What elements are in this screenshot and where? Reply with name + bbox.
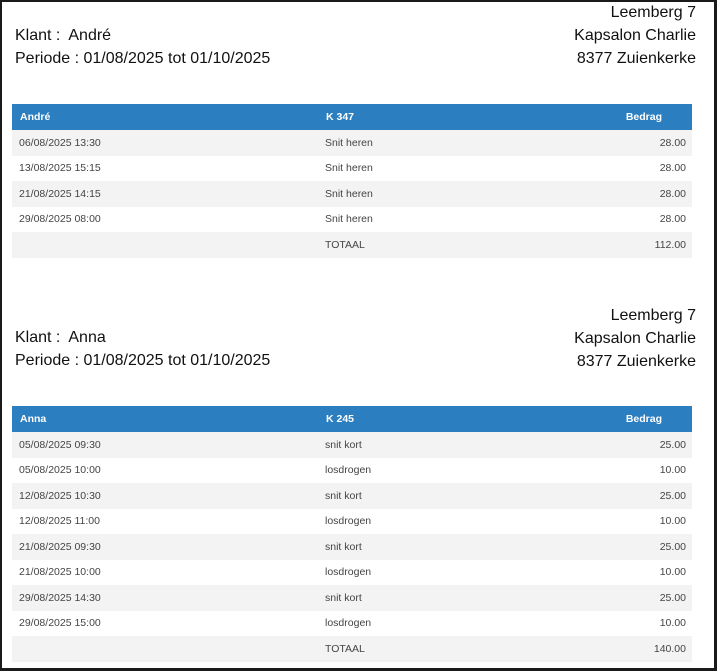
row-date: 05/08/2025 09:30 — [12, 432, 318, 458]
row-date: 06/08/2025 13:30 — [12, 130, 318, 156]
row-amount: 25.00 — [594, 534, 692, 560]
section-header — [12, 293, 696, 381]
table-header-row — [12, 406, 692, 432]
total-row — [12, 636, 692, 662]
total-label: TOTAAL — [318, 636, 594, 662]
table-row — [12, 181, 692, 207]
row-description: losdrogen — [318, 458, 594, 484]
row-amount: 10.00 — [594, 509, 692, 535]
row-description: Snit heren — [318, 181, 594, 207]
row-amount: 28.00 — [594, 130, 692, 156]
row-description: losdrogen — [318, 509, 594, 535]
table-row — [12, 432, 692, 458]
address-city: 8377 Zuienkerke — [576, 50, 696, 67]
section-header — [12, 0, 696, 78]
row-date: 12/08/2025 10:30 — [12, 483, 318, 509]
client-name: Anna — [68, 329, 106, 346]
table-row — [12, 509, 692, 535]
table-row — [12, 483, 692, 509]
client-label: Klant : — [15, 27, 61, 44]
column-header-code: K 347 — [318, 104, 594, 130]
row-amount: 28.00 — [594, 207, 692, 233]
row-amount: 25.00 — [594, 432, 692, 458]
period-line: Periode : 01/08/2025 tot 01/10/2025 — [15, 352, 271, 369]
row-description: snit kort — [318, 585, 594, 611]
salon-address — [574, 1, 696, 70]
address-salon: Kapsalon Charlie — [574, 27, 696, 44]
address-city: 8377 Zuienkerke — [576, 353, 696, 370]
table-row — [12, 458, 692, 484]
row-date: 12/08/2025 11:00 — [12, 509, 318, 535]
row-date: 29/08/2025 14:30 — [12, 585, 318, 611]
row-date: 21/08/2025 10:00 — [12, 560, 318, 586]
client-line — [15, 24, 270, 47]
client-label: Klant : — [15, 329, 61, 346]
table-row — [12, 207, 692, 233]
row-date: 21/08/2025 14:15 — [12, 181, 318, 207]
service-table — [12, 104, 692, 258]
row-amount: 10.00 — [594, 560, 692, 586]
row-description: losdrogen — [318, 611, 594, 637]
client-info — [15, 326, 270, 372]
row-amount: 25.00 — [594, 483, 692, 509]
total-amount: 112.00 — [594, 232, 692, 258]
row-amount: 10.00 — [594, 611, 692, 637]
table-row — [12, 560, 692, 586]
row-amount: 25.00 — [594, 585, 692, 611]
row-description: losdrogen — [318, 560, 594, 586]
column-header-amount: Bedrag — [594, 406, 692, 432]
row-date: 21/08/2025 09:30 — [12, 534, 318, 560]
total-amount: 140.00 — [594, 636, 692, 662]
column-header-code: K 245 — [318, 406, 594, 432]
row-description: Snit heren — [318, 130, 594, 156]
table-header-row — [12, 104, 692, 130]
total-spacer — [12, 232, 318, 258]
row-description: Snit heren — [318, 207, 594, 233]
table-row — [12, 534, 692, 560]
client-section-andre — [12, 0, 696, 258]
row-amount: 10.00 — [594, 458, 692, 484]
row-amount: 28.00 — [594, 181, 692, 207]
row-date: 13/08/2025 15:15 — [12, 156, 318, 182]
client-section-anna — [12, 293, 696, 662]
row-description: snit kort — [318, 483, 594, 509]
table-row — [12, 585, 692, 611]
row-description: snit kort — [318, 534, 594, 560]
client-info — [15, 24, 270, 70]
column-header-client: Anna — [12, 406, 318, 432]
row-amount: 28.00 — [594, 156, 692, 182]
table-row — [12, 156, 692, 182]
table-row — [12, 611, 692, 637]
column-header-client: André — [12, 104, 318, 130]
service-table — [12, 406, 692, 662]
total-row — [12, 232, 692, 258]
address-salon: Kapsalon Charlie — [574, 330, 696, 347]
client-line — [15, 326, 270, 349]
salon-address — [574, 304, 696, 373]
total-spacer — [12, 636, 318, 662]
total-label: TOTAAL — [318, 232, 594, 258]
row-description: Snit heren — [318, 156, 594, 182]
row-date: 05/08/2025 10:00 — [12, 458, 318, 484]
table-row — [12, 130, 692, 156]
column-header-amount: Bedrag — [594, 104, 692, 130]
row-description: snit kort — [318, 432, 594, 458]
client-name: André — [68, 27, 112, 44]
address-street: Leemberg 7 — [610, 307, 696, 324]
address-street: Leemberg 7 — [610, 4, 696, 21]
period-line: Periode : 01/08/2025 tot 01/10/2025 — [15, 50, 271, 67]
row-date: 29/08/2025 15:00 — [12, 611, 318, 637]
row-date: 29/08/2025 08:00 — [12, 207, 318, 233]
